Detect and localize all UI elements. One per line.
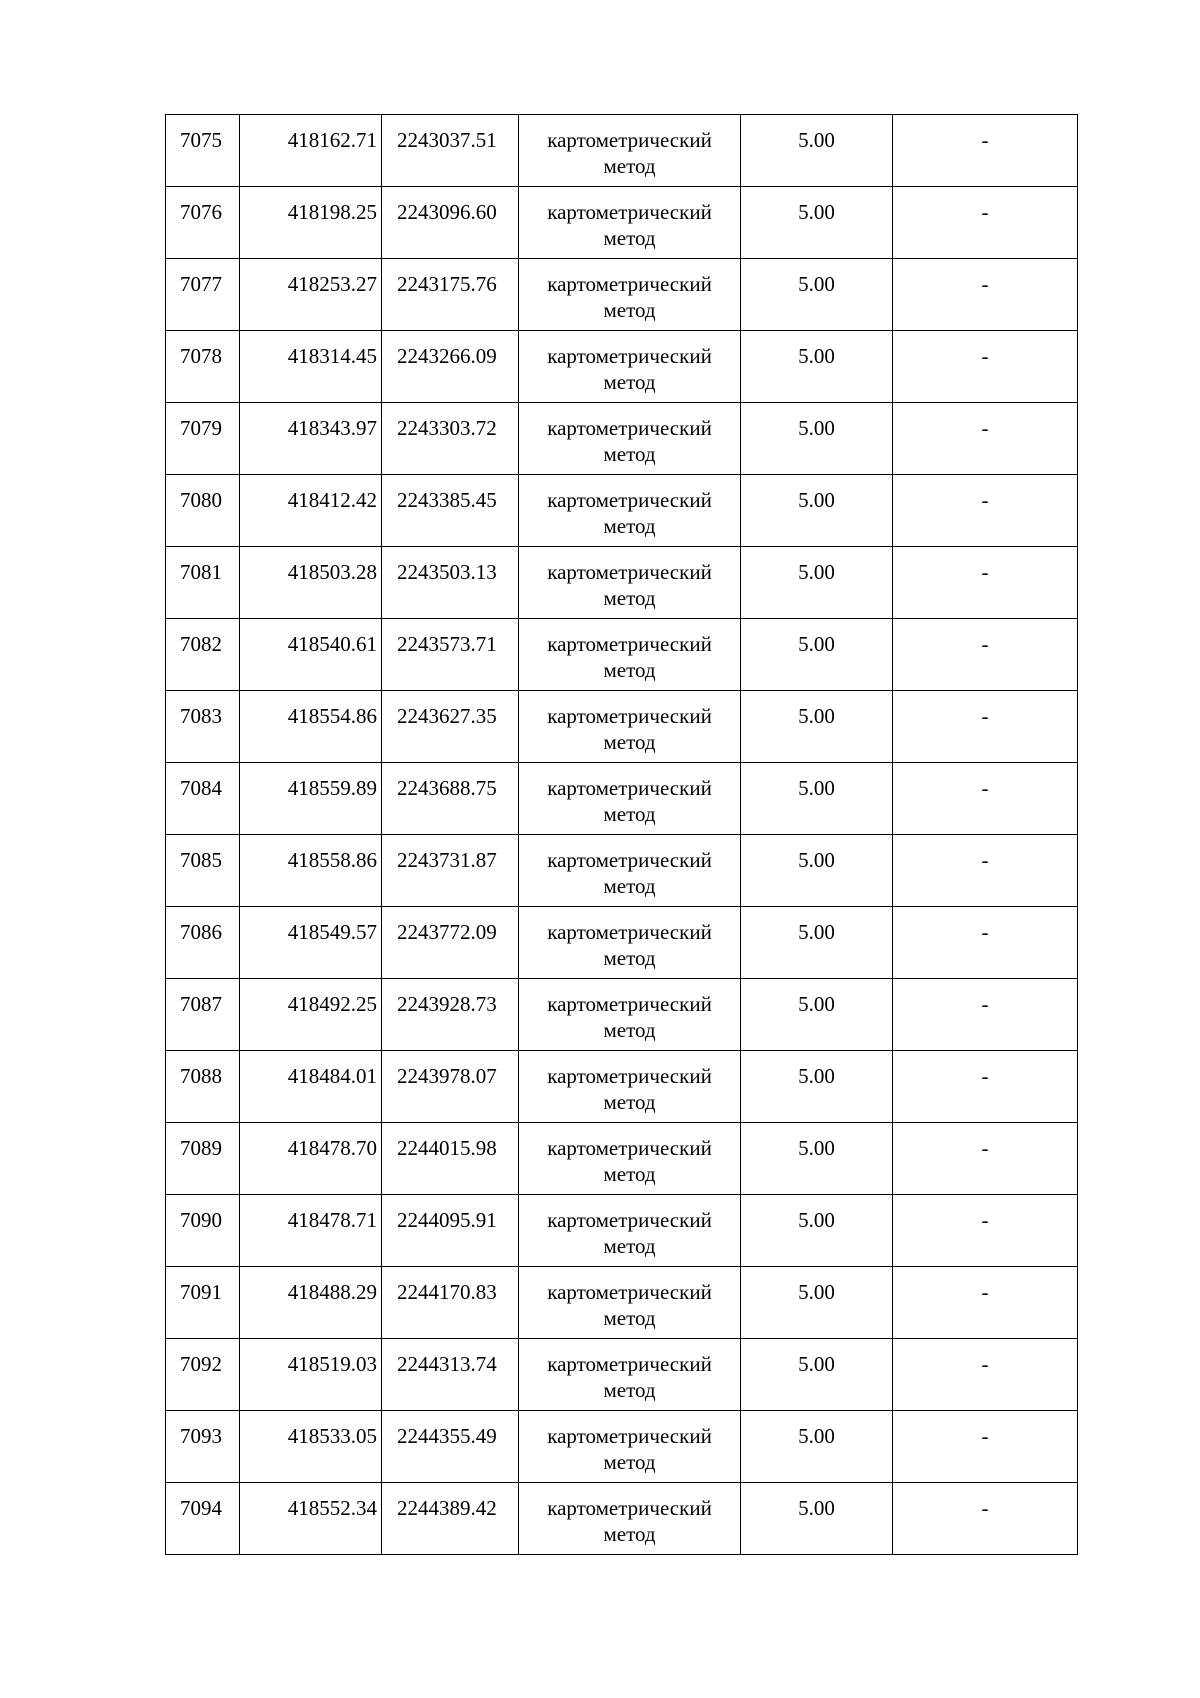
accuracy-cell <box>741 691 893 763</box>
method-text: картометрический метод <box>547 776 712 826</box>
accuracy-text: 5.00 <box>798 1064 835 1088</box>
accuracy-cell <box>741 1195 893 1267</box>
point-number-text: 7079 <box>180 416 222 440</box>
method-text: картометрический метод <box>547 1424 712 1474</box>
description-cell <box>893 619 1078 691</box>
y-coordinate-cell <box>382 547 519 619</box>
description-cell <box>893 259 1078 331</box>
accuracy-text: 5.00 <box>798 920 835 944</box>
point-number-text: 7093 <box>180 1424 222 1448</box>
method-cell <box>519 475 741 547</box>
x-coordinate-cell <box>240 403 382 475</box>
method-cell <box>519 115 741 187</box>
method-cell <box>519 1483 741 1555</box>
accuracy-text: 5.00 <box>798 1280 835 1304</box>
table-row <box>166 1051 1078 1123</box>
accuracy-text: 5.00 <box>798 992 835 1016</box>
x-coordinate-cell <box>240 1267 382 1339</box>
method-text: картометрический метод <box>547 1136 712 1186</box>
point-number-cell <box>166 547 240 619</box>
method-cell <box>519 835 741 907</box>
method-cell <box>519 619 741 691</box>
y-coordinate-cell <box>382 403 519 475</box>
y-coordinate-cell <box>382 1411 519 1483</box>
description-cell <box>893 1051 1078 1123</box>
y-coordinate-cell <box>382 1267 519 1339</box>
x-coordinate-text: 418559.89 <box>287 776 377 800</box>
point-number-text: 7092 <box>180 1352 222 1376</box>
x-coordinate-text: 418478.71 <box>287 1208 377 1232</box>
x-coordinate-text: 418519.03 <box>287 1352 377 1376</box>
y-coordinate-text: 2243385.45 <box>397 488 497 512</box>
accuracy-text: 5.00 <box>798 704 835 728</box>
table-row <box>166 1267 1078 1339</box>
method-cell <box>519 547 741 619</box>
method-text: картометрический метод <box>547 272 712 322</box>
point-number-text: 7083 <box>180 704 222 728</box>
point-number-text: 7088 <box>180 1064 222 1088</box>
x-coordinate-cell <box>240 907 382 979</box>
y-coordinate-cell <box>382 835 519 907</box>
x-coordinate-text: 418253.27 <box>287 272 377 296</box>
method-cell <box>519 259 741 331</box>
x-coordinate-text: 418198.25 <box>287 200 377 224</box>
description-text: - <box>981 1280 989 1304</box>
accuracy-cell <box>741 835 893 907</box>
description-text: - <box>981 632 989 656</box>
accuracy-cell <box>741 403 893 475</box>
y-coordinate-text: 2243573.71 <box>397 632 497 656</box>
accuracy-text: 5.00 <box>798 1496 835 1520</box>
accuracy-cell <box>741 763 893 835</box>
point-number-text: 7084 <box>180 776 222 800</box>
point-number-cell <box>166 1411 240 1483</box>
method-cell <box>519 1267 741 1339</box>
accuracy-text: 5.00 <box>798 848 835 872</box>
x-coordinate-cell <box>240 1339 382 1411</box>
description-text: - <box>981 1496 989 1520</box>
accuracy-text: 5.00 <box>798 272 835 296</box>
point-number-text: 7080 <box>180 488 222 512</box>
x-coordinate-cell <box>240 1483 382 1555</box>
description-text: - <box>981 1064 989 1088</box>
point-number-text: 7091 <box>180 1280 222 1304</box>
table-row <box>166 763 1078 835</box>
description-cell <box>893 187 1078 259</box>
y-coordinate-cell <box>382 475 519 547</box>
point-number-cell <box>166 763 240 835</box>
y-coordinate-cell <box>382 907 519 979</box>
description-cell <box>893 907 1078 979</box>
table-row <box>166 619 1078 691</box>
x-coordinate-text: 418552.34 <box>287 1496 377 1520</box>
point-number-text: 7085 <box>180 848 222 872</box>
accuracy-text: 5.00 <box>798 1352 835 1376</box>
accuracy-cell <box>741 259 893 331</box>
point-number-cell <box>166 331 240 403</box>
point-number-text: 7082 <box>180 632 222 656</box>
description-cell <box>893 1339 1078 1411</box>
method-text: картометрический метод <box>547 920 712 970</box>
point-number-cell <box>166 187 240 259</box>
y-coordinate-cell <box>382 979 519 1051</box>
y-coordinate-text: 2243627.35 <box>397 704 497 728</box>
y-coordinate-text: 2243096.60 <box>397 200 497 224</box>
y-coordinate-cell <box>382 1195 519 1267</box>
x-coordinate-cell <box>240 835 382 907</box>
point-number-cell <box>166 979 240 1051</box>
y-coordinate-text: 2244015.98 <box>397 1136 497 1160</box>
description-text: - <box>981 560 989 584</box>
method-text: картометрический метод <box>547 992 712 1042</box>
point-number-text: 7081 <box>180 560 222 584</box>
point-number-cell <box>166 1339 240 1411</box>
description-cell <box>893 475 1078 547</box>
method-cell <box>519 979 741 1051</box>
method-cell <box>519 1339 741 1411</box>
point-number-cell <box>166 1195 240 1267</box>
x-coordinate-cell <box>240 547 382 619</box>
accuracy-cell <box>741 547 893 619</box>
accuracy-text: 5.00 <box>798 776 835 800</box>
point-number-cell <box>166 475 240 547</box>
accuracy-text: 5.00 <box>798 200 835 224</box>
point-number-cell <box>166 1267 240 1339</box>
accuracy-cell <box>741 1483 893 1555</box>
x-coordinate-cell <box>240 619 382 691</box>
description-cell <box>893 1123 1078 1195</box>
y-coordinate-text: 2243928.73 <box>397 992 497 1016</box>
description-cell <box>893 1411 1078 1483</box>
point-number-text: 7087 <box>180 992 222 1016</box>
description-text: - <box>981 1424 989 1448</box>
point-number-text: 7089 <box>180 1136 222 1160</box>
x-coordinate-cell <box>240 979 382 1051</box>
coordinates-table <box>165 114 1078 1555</box>
x-coordinate-text: 418478.70 <box>287 1136 377 1160</box>
y-coordinate-text: 2244170.83 <box>397 1280 497 1304</box>
description-text: - <box>981 488 989 512</box>
method-text: картометрический метод <box>547 1064 712 1114</box>
description-text: - <box>981 128 989 152</box>
description-text: - <box>981 344 989 368</box>
table-row <box>166 691 1078 763</box>
y-coordinate-text: 2243037.51 <box>397 128 497 152</box>
accuracy-cell <box>741 1051 893 1123</box>
x-coordinate-text: 418343.97 <box>287 416 377 440</box>
description-text: - <box>981 920 989 944</box>
method-cell <box>519 907 741 979</box>
x-coordinate-cell <box>240 1195 382 1267</box>
y-coordinate-text: 2243175.76 <box>397 272 497 296</box>
x-coordinate-cell <box>240 1123 382 1195</box>
point-number-cell <box>166 691 240 763</box>
method-text: картометрический метод <box>547 128 712 178</box>
method-cell <box>519 187 741 259</box>
method-cell <box>519 1123 741 1195</box>
table-row <box>166 907 1078 979</box>
x-coordinate-text: 418558.86 <box>287 848 377 872</box>
method-text: картометрический метод <box>547 1208 712 1258</box>
point-number-cell <box>166 1051 240 1123</box>
accuracy-text: 5.00 <box>798 632 835 656</box>
accuracy-cell <box>741 1123 893 1195</box>
point-number-text: 7075 <box>180 128 222 152</box>
table-row <box>166 475 1078 547</box>
description-cell <box>893 1195 1078 1267</box>
table-row <box>166 979 1078 1051</box>
x-coordinate-text: 418412.42 <box>287 488 377 512</box>
x-coordinate-cell <box>240 115 382 187</box>
y-coordinate-cell <box>382 115 519 187</box>
description-cell <box>893 331 1078 403</box>
table-row <box>166 403 1078 475</box>
y-coordinate-cell <box>382 259 519 331</box>
accuracy-text: 5.00 <box>798 416 835 440</box>
method-text: картометрический метод <box>547 1352 712 1402</box>
x-coordinate-text: 418540.61 <box>287 632 377 656</box>
x-coordinate-cell <box>240 763 382 835</box>
x-coordinate-text: 418488.29 <box>287 1280 377 1304</box>
x-coordinate-text: 418492.25 <box>287 992 377 1016</box>
x-coordinate-cell <box>240 331 382 403</box>
accuracy-cell <box>741 1267 893 1339</box>
description-text: - <box>981 200 989 224</box>
description-cell <box>893 835 1078 907</box>
x-coordinate-text: 418162.71 <box>287 128 377 152</box>
accuracy-text: 5.00 <box>798 128 835 152</box>
y-coordinate-cell <box>382 1339 519 1411</box>
description-cell <box>893 691 1078 763</box>
x-coordinate-cell <box>240 1411 382 1483</box>
table-row <box>166 1195 1078 1267</box>
description-text: - <box>981 416 989 440</box>
y-coordinate-cell <box>382 1483 519 1555</box>
point-number-cell <box>166 1483 240 1555</box>
y-coordinate-text: 2244313.74 <box>397 1352 497 1376</box>
accuracy-cell <box>741 331 893 403</box>
y-coordinate-text: 2243266.09 <box>397 344 497 368</box>
description-cell <box>893 1483 1078 1555</box>
y-coordinate-text: 2243303.72 <box>397 416 497 440</box>
description-cell <box>893 403 1078 475</box>
point-number-cell <box>166 259 240 331</box>
x-coordinate-cell <box>240 259 382 331</box>
y-coordinate-text: 2243978.07 <box>397 1064 497 1088</box>
point-number-text: 7090 <box>180 1208 222 1232</box>
method-text: картометрический метод <box>547 416 712 466</box>
accuracy-cell <box>741 1339 893 1411</box>
x-coordinate-text: 418549.57 <box>287 920 377 944</box>
y-coordinate-text: 2243772.09 <box>397 920 497 944</box>
y-coordinate-text: 2244095.91 <box>397 1208 497 1232</box>
accuracy-cell <box>741 187 893 259</box>
point-number-text: 7078 <box>180 344 222 368</box>
description-cell <box>893 979 1078 1051</box>
description-text: - <box>981 776 989 800</box>
accuracy-cell <box>741 1411 893 1483</box>
accuracy-cell <box>741 907 893 979</box>
x-coordinate-text: 418484.01 <box>287 1064 377 1088</box>
accuracy-text: 5.00 <box>798 1424 835 1448</box>
y-coordinate-cell <box>382 691 519 763</box>
accuracy-cell <box>741 475 893 547</box>
x-coordinate-text: 418554.86 <box>287 704 377 728</box>
description-text: - <box>981 992 989 1016</box>
description-text: - <box>981 272 989 296</box>
method-cell <box>519 1051 741 1123</box>
method-text: картометрический метод <box>547 200 712 250</box>
point-number-cell <box>166 835 240 907</box>
point-number-text: 7086 <box>180 920 222 944</box>
table-row <box>166 115 1078 187</box>
y-coordinate-text: 2243503.13 <box>397 560 497 584</box>
point-number-text: 7077 <box>180 272 222 296</box>
y-coordinate-cell <box>382 763 519 835</box>
y-coordinate-text: 2243688.75 <box>397 776 497 800</box>
method-cell <box>519 1411 741 1483</box>
table-row <box>166 259 1078 331</box>
x-coordinate-text: 418533.05 <box>287 1424 377 1448</box>
y-coordinate-cell <box>382 1051 519 1123</box>
point-number-text: 7094 <box>180 1496 222 1520</box>
point-number-cell <box>166 1123 240 1195</box>
method-text: картометрический метод <box>547 632 712 682</box>
description-cell <box>893 1267 1078 1339</box>
method-text: картометрический метод <box>547 1496 712 1546</box>
x-coordinate-text: 418503.28 <box>287 560 377 584</box>
point-number-cell <box>166 619 240 691</box>
method-text: картометрический метод <box>547 1280 712 1330</box>
y-coordinate-cell <box>382 187 519 259</box>
accuracy-text: 5.00 <box>798 560 835 584</box>
accuracy-text: 5.00 <box>798 1208 835 1232</box>
description-cell <box>893 115 1078 187</box>
x-coordinate-text: 418314.45 <box>287 344 377 368</box>
accuracy-text: 5.00 <box>798 344 835 368</box>
description-text: - <box>981 848 989 872</box>
y-coordinate-text: 2243731.87 <box>397 848 497 872</box>
description-cell <box>893 547 1078 619</box>
description-text: - <box>981 1352 989 1376</box>
method-cell <box>519 691 741 763</box>
accuracy-cell <box>741 979 893 1051</box>
point-number-text: 7076 <box>180 200 222 224</box>
y-coordinate-cell <box>382 619 519 691</box>
method-cell <box>519 403 741 475</box>
x-coordinate-cell <box>240 1051 382 1123</box>
accuracy-text: 5.00 <box>798 1136 835 1160</box>
method-text: картометрический метод <box>547 560 712 610</box>
point-number-cell <box>166 907 240 979</box>
x-coordinate-cell <box>240 475 382 547</box>
table-row <box>166 187 1078 259</box>
table-row <box>166 547 1078 619</box>
y-coordinate-text: 2244355.49 <box>397 1424 497 1448</box>
method-cell <box>519 763 741 835</box>
method-text: картометрический метод <box>547 488 712 538</box>
description-text: - <box>981 704 989 728</box>
table-row <box>166 1339 1078 1411</box>
method-cell <box>519 1195 741 1267</box>
table-row <box>166 1411 1078 1483</box>
table-row <box>166 331 1078 403</box>
description-text: - <box>981 1136 989 1160</box>
x-coordinate-cell <box>240 187 382 259</box>
table-row <box>166 1123 1078 1195</box>
point-number-cell <box>166 115 240 187</box>
description-text: - <box>981 1208 989 1232</box>
accuracy-cell <box>741 619 893 691</box>
method-text: картометрический метод <box>547 344 712 394</box>
y-coordinate-text: 2244389.42 <box>397 1496 497 1520</box>
y-coordinate-cell <box>382 1123 519 1195</box>
method-text: картометрический метод <box>547 848 712 898</box>
y-coordinate-cell <box>382 331 519 403</box>
point-number-cell <box>166 403 240 475</box>
accuracy-cell <box>741 115 893 187</box>
table-row <box>166 835 1078 907</box>
x-coordinate-cell <box>240 691 382 763</box>
description-cell <box>893 763 1078 835</box>
table-row <box>166 1483 1078 1555</box>
method-cell <box>519 331 741 403</box>
coordinates-table-body <box>166 115 1078 1555</box>
method-text: картометрический метод <box>547 704 712 754</box>
accuracy-text: 5.00 <box>798 488 835 512</box>
